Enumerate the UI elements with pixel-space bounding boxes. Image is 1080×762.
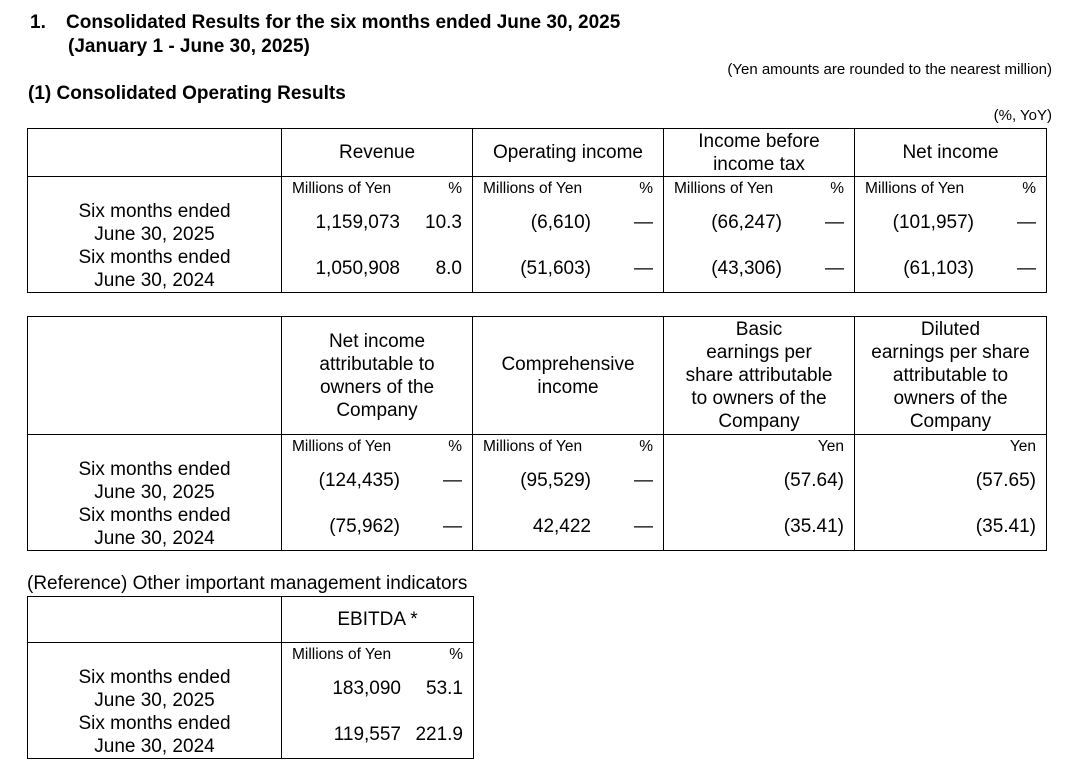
- row-labels: Six months ended June 30, 2025 Six months ended June 30, 2024: [28, 435, 282, 551]
- basic-eps-values: Yen (57.64) (35.41): [664, 435, 855, 551]
- operating-income-values: Millions of Yen % (6,610) ― (51,603) ―: [473, 177, 664, 293]
- ebitda-header: EBITDA *: [282, 597, 474, 643]
- corner-cell: [28, 317, 282, 435]
- section-number: 1.: [30, 12, 46, 33]
- row-labels: [28, 177, 282, 293]
- revenue-values: Millions of Yen % 1,159,073 10.3 1,050,908 8.0: [282, 177, 473, 293]
- operating-results-table-1: [27, 128, 1047, 293]
- corner-cell: [28, 129, 282, 177]
- row-labels: Six months ended June 30, 2025 Six months ended June 30, 2024: [28, 643, 282, 759]
- comprehensive-income-values: Millions of Yen % (95,529) ― 42,422 ―: [473, 435, 664, 551]
- ebitda-table: [27, 596, 474, 759]
- diluted-eps-values: Yen (57.65) (35.41): [855, 435, 1047, 551]
- section-period: (January 1 - June 30, 2025): [68, 36, 310, 57]
- income-before-tax-header: Income before income tax: [664, 129, 855, 177]
- ni-owners-header: Net income attributable to owners of the Company: [282, 317, 473, 435]
- revenue-header: Revenue: [282, 129, 473, 177]
- net-income-values: Millions of Yen % (101,957) ― (61,103) ―: [855, 177, 1047, 293]
- ni-owners-values: Millions of Yen % (124,435) ― (75,962) ―: [282, 435, 473, 551]
- ebitda-values: Millions of Yen % 183,090 53.1 119,557 221.9: [282, 643, 474, 759]
- corner-cell: [28, 597, 282, 643]
- row-label-2024: Six months ended June 30, 2024: [78, 247, 231, 291]
- yoy-unit-note: (%, YoY): [993, 107, 1052, 124]
- income-before-tax-values: Millions of Yen % (66,247) ― (43,306) ―: [664, 177, 855, 293]
- operating-results-title: (1) Consolidated Operating Results: [28, 83, 346, 104]
- basic-eps-header: Basic earnings per share attributable to owners of the Company: [664, 317, 855, 435]
- diluted-eps-header: Diluted earnings per share attributable to owners of the Company: [855, 317, 1047, 435]
- rounding-note: (Yen amounts are rounded to the nearest million): [727, 61, 1052, 78]
- operating-income-header: Operating income: [473, 129, 664, 177]
- comprehensive-income-header: Comprehensive income: [473, 317, 664, 435]
- operating-results-table-2: [27, 316, 1047, 551]
- row-label-2025: Six months ended June 30, 2025: [78, 201, 231, 245]
- net-income-header: Net income: [855, 129, 1047, 177]
- section-title: Consolidated Results for the six months ended June 30, 2025: [66, 12, 621, 33]
- reference-title: (Reference) Other important management indicators: [27, 573, 468, 594]
